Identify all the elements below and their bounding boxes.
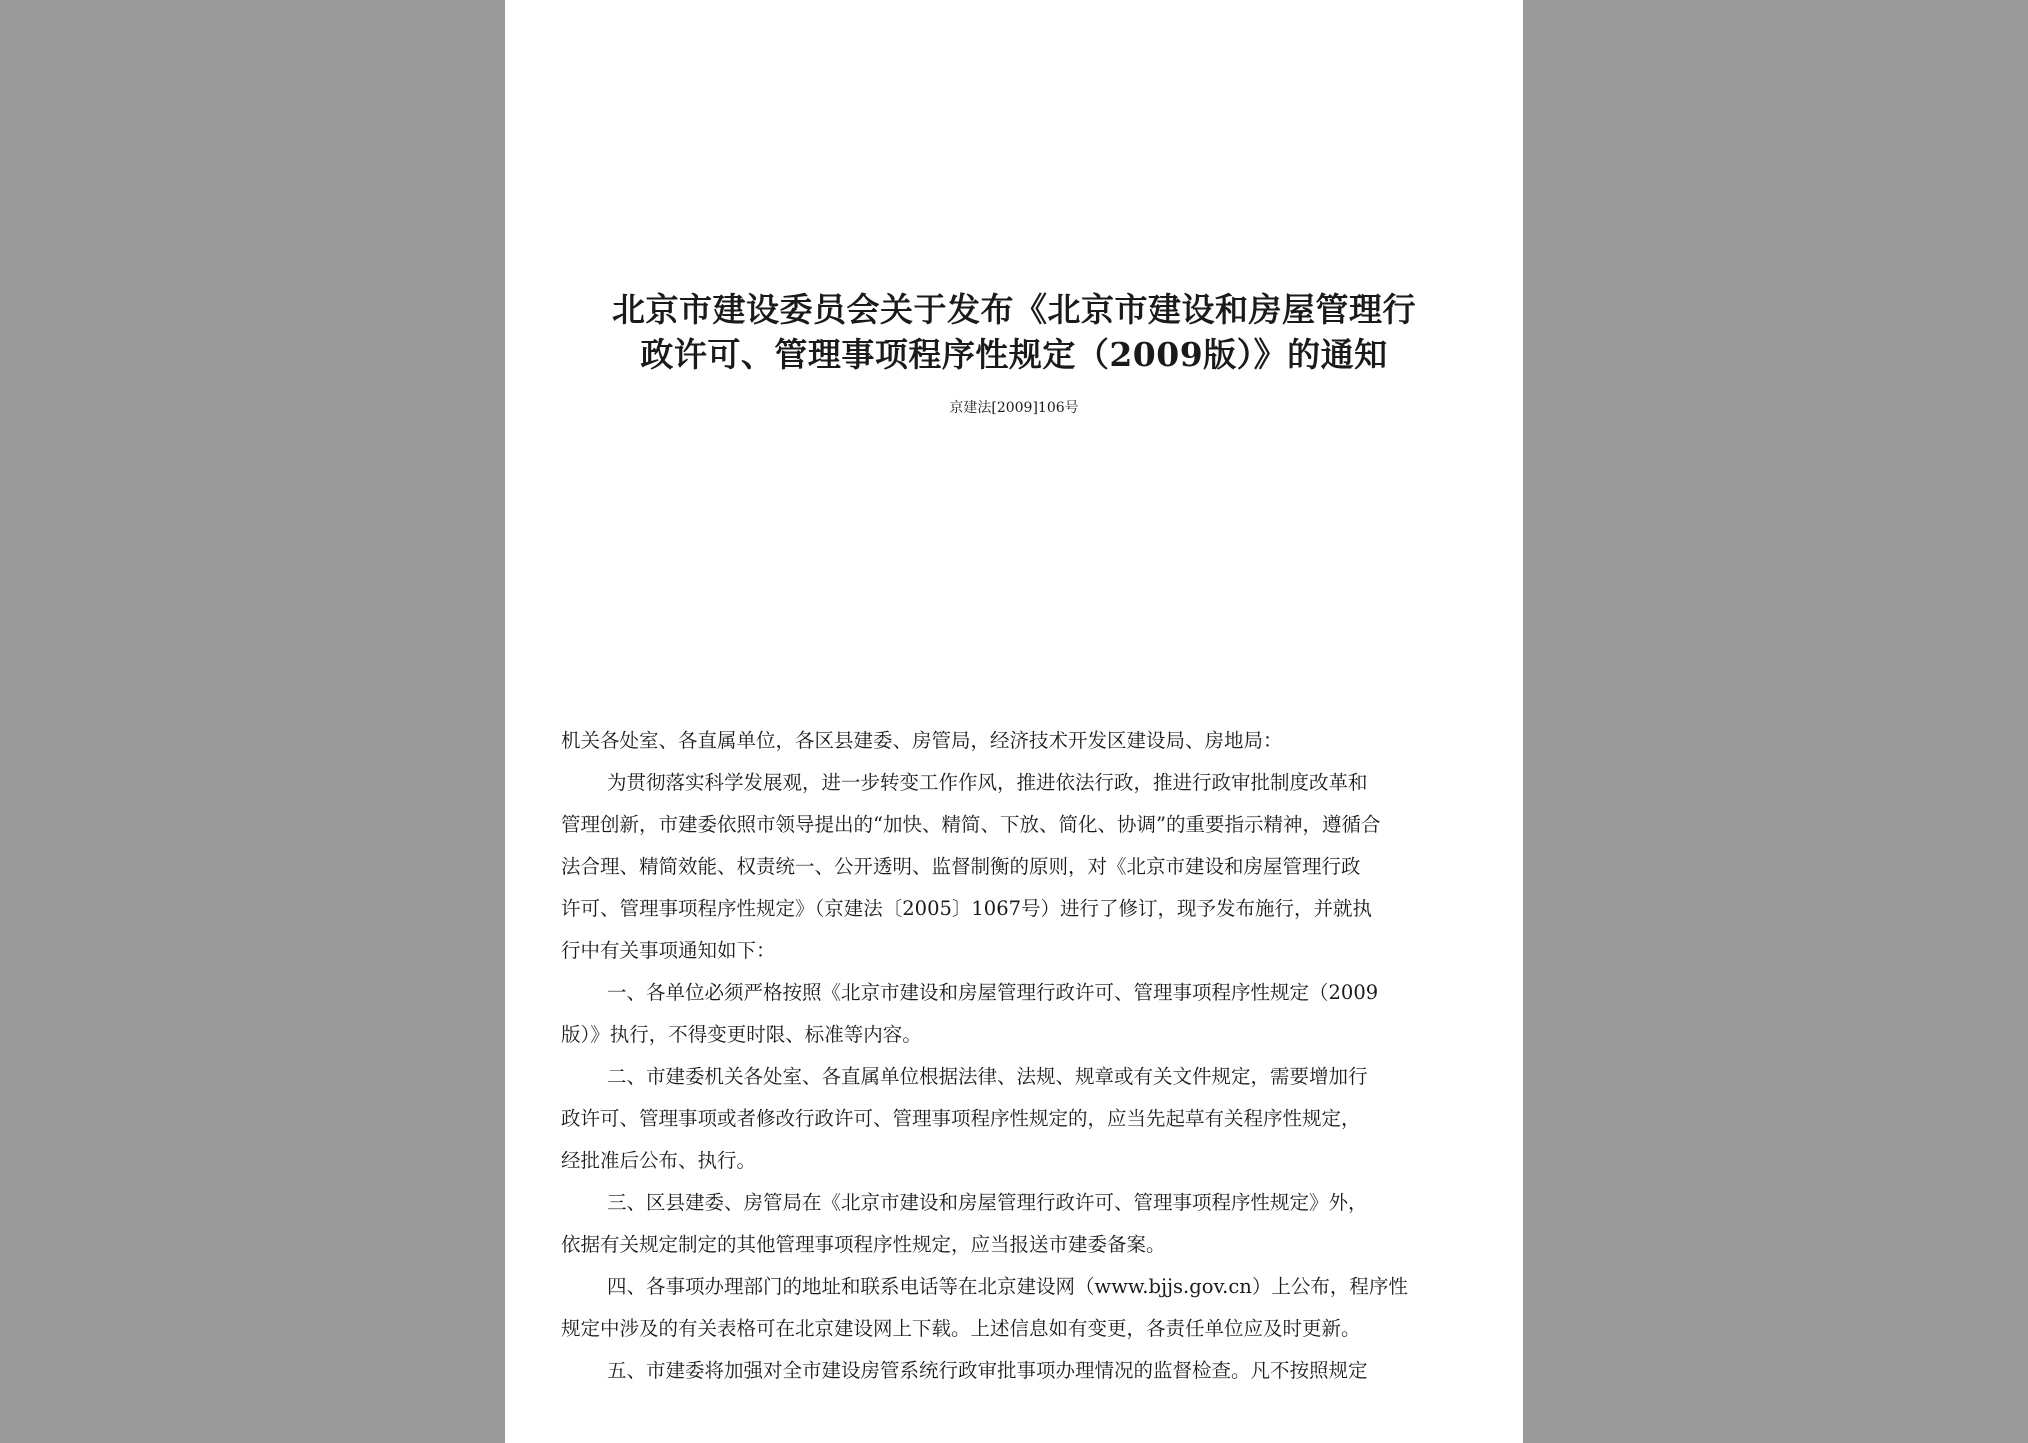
title-line-2: 政许可、管理事项程序性规定（2009版）》的通知	[640, 335, 1388, 374]
document-title	[565, 287, 1463, 377]
body-line: 为贯彻落实科学发展观，进一步转变工作作风，推进依法行政，推进行政审批制度改革和	[607, 771, 1368, 794]
body-line: 版）》执行，不得变更时限、标准等内容。	[561, 1023, 922, 1046]
body-line: 依据有关规定制定的其他管理事项程序性规定，应当报送市建委备案。	[561, 1233, 1166, 1256]
body-line: 行中有关事项通知如下：	[561, 939, 776, 962]
body-line: 三、区县建委、房管局在《北京市建设和房屋管理行政许可、管理事项程序性规定》外，	[607, 1191, 1368, 1214]
body-line: 二、市建委机关各处室、各直属单位根据法律、法规、规章或有关文件规定，需要增加行	[607, 1065, 1368, 1088]
title-line-1: 北京市建设委员会关于发布《北京市建设和房屋管理行	[612, 290, 1416, 329]
body-line: 规定中涉及的有关表格可在北京建设网上下载。上述信息如有变更，各责任单位应及时更新。	[561, 1317, 1361, 1340]
body-line: 管理创新，市建委依照市领导提出的“加快、精简、下放、简化、协调”的重要指示精神，遵循合	[561, 813, 1381, 836]
body-line: 一、各单位必须严格按照《北京市建设和房屋管理行政许可、管理事项程序性规定（2009	[607, 981, 1379, 1004]
document-body	[561, 720, 1466, 1392]
salutation-line: 机关各处室、各直属单位，各区县建委、房管局，经济技术开发区建设局、房地局：	[561, 729, 1283, 752]
body-line: 四、各事项办理部门的地址和联系电话等在北京建设网（www.bjjs.gov.cn）上公布，程序性	[607, 1275, 1408, 1298]
body-line: 政许可、管理事项或者修改行政许可、管理事项程序性规定的，应当先起草有关程序性规定，	[561, 1107, 1361, 1130]
body-line: 许可、管理事项程序性规定》（京建法〔2005〕1067号）进行了修订，现予发布施行，并就执	[561, 897, 1373, 920]
body-line: 五、市建委将加强对全市建设房管系统行政审批事项办理情况的监督检查。凡不按照规定	[607, 1359, 1368, 1382]
body-line: 法合理、精简效能、权责统一、公开透明、监督制衡的原则，对《北京市建设和房屋管理行政	[561, 855, 1361, 878]
body-line: 经批准后公布、执行。	[561, 1149, 757, 1172]
document-number: 京建法[2009]106号	[949, 400, 1079, 416]
document-page	[505, 0, 1523, 1443]
